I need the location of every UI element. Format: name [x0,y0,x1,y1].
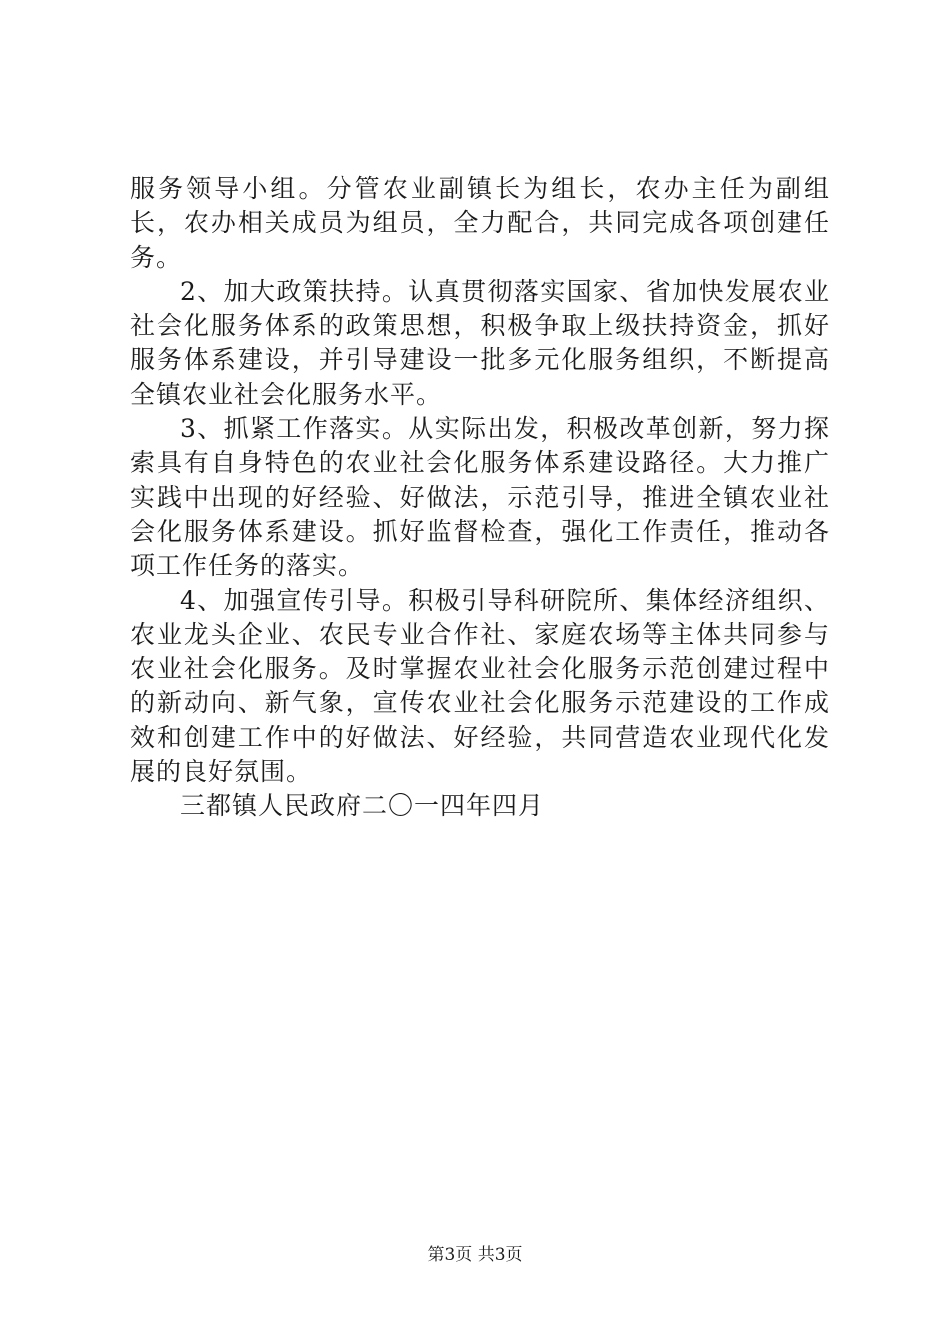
paragraph-publicity-guidance: 4、加强宣传引导。积极引导科研院所、集体经济组织、农业龙头企业、农民专业合作社、家庭农场等主体共同参与农业社会化服务。及时掌握农业社会化服务示范创建过程中的新动向、新气象，宣传农业社会化服务示范建设的工作成效和创建工作中的好做法、好经验，共同营造农业现代化发展的良好氛围。 [130,585,830,787]
paragraph-work-implementation: 3、抓紧工作落实。从实际出发，积极改革创新，努力探索具有自身特色的农业社会化服务体系建设路径。大力推广实践中出现的好经验、好做法，示范引导，推进全镇农业社会化服务体系建设。抓好监督检查，强化工作责任，推动各项工作任务的落实。 [130,414,830,581]
paragraph-policy-support: 2、加大政策扶持。认真贯彻落实国家、省加快发展农业社会化服务体系的政策思想，积极争取上级扶持资金，抓好服务体系建设，并引导建设一批多元化服务组织，不断提高全镇农业社会化服务水平。 [130,276,830,409]
document-body [130,172,830,824]
paragraph-continuation: 服务领导小组。分管农业副镇长为组长，农办主任为副组长，农办相关成员为组员，全力配合，共同完成各项创建任务。 [130,174,830,272]
page-number: 第3页 共3页 [427,1245,523,1265]
signature-line: 三都镇人民政府二〇一四年四月 [180,791,545,821]
page-footer [0,1244,950,1266]
